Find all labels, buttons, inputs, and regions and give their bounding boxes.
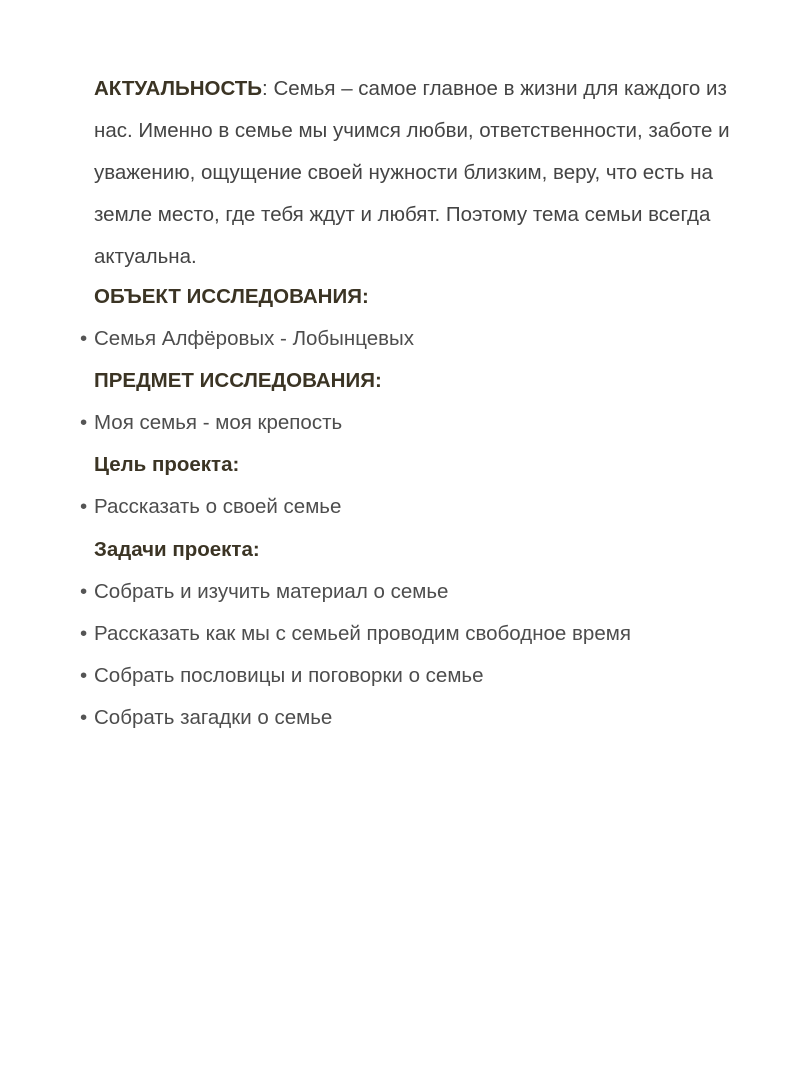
task-item (80, 613, 631, 655)
subject-item (80, 402, 342, 444)
task-item-text: Рассказать как мы с семьей проводим свободное время (94, 622, 631, 645)
object-item-text: Семья Алфёровых - Лобынцевых (94, 327, 415, 350)
task-item (80, 571, 448, 613)
task-item-text: Собрать загадки о семье (94, 706, 333, 729)
goal-item (80, 486, 341, 528)
relevance-label: АКТУАЛЬНОСТЬ (94, 77, 263, 100)
relevance-text: : Семья – самое главное в жизни для каждого из нас. Именно в семье мы учимся любви, ответственности, заботе и уважению, ощущение своей нужности близким, веру, что есть на земле место, где тебя ждут и любят. Поэтому тема семьи всегда актуальна. (94, 77, 730, 268)
goal-item-text: Рассказать о своей семье (94, 495, 342, 518)
subject-item-text: Моя семья - моя крепость (94, 411, 343, 434)
bullet-icon: • (80, 706, 88, 729)
relevance-paragraph (94, 68, 754, 278)
bullet-icon: • (80, 622, 88, 645)
task-item (80, 655, 484, 697)
tasks-heading: Задачи проекта: (94, 538, 260, 561)
bullet-icon: • (80, 411, 88, 434)
bullet-icon: • (80, 495, 88, 518)
subject-heading: ПРЕДМЕТ ИССЛЕДОВАНИЯ: (94, 369, 382, 392)
object-heading: ОБЪЕКТ ИССЛЕДОВАНИЯ: (94, 285, 369, 308)
goal-heading: Цель проекта: (94, 453, 240, 476)
bullet-icon: • (80, 580, 88, 603)
task-item-text: Собрать пословицы и поговорки о семье (94, 664, 484, 687)
task-item-text: Собрать и изучить материал о семье (94, 580, 449, 603)
object-item (80, 318, 414, 360)
task-item (80, 697, 332, 739)
bullet-icon: • (80, 664, 88, 687)
bullet-icon: • (80, 327, 88, 350)
